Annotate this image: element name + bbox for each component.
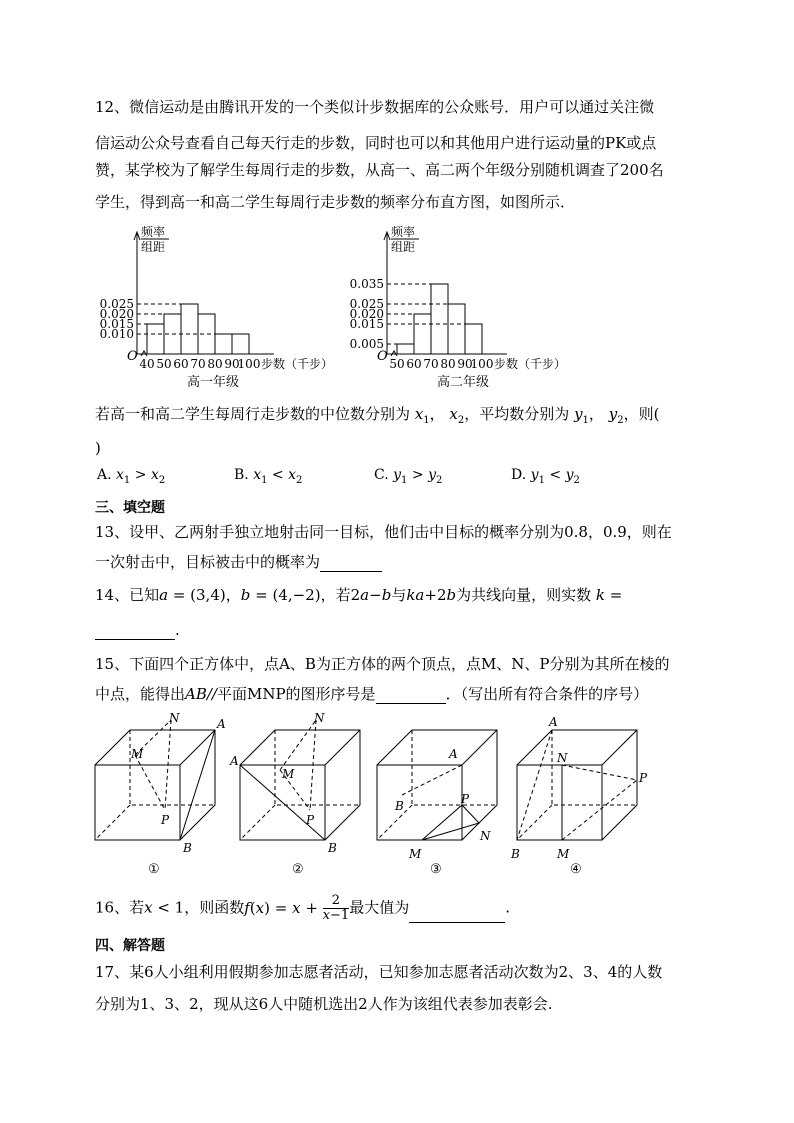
- cube-caption-1: ①: [148, 862, 160, 877]
- h2-bar: [397, 344, 414, 354]
- cube-2: [229, 711, 360, 855]
- q13-text: 一次射击中，目标被击中的概率为: [95, 553, 321, 571]
- h2-bar: [448, 304, 465, 354]
- q16-line: [95, 894, 510, 923]
- h2-xtick: 80: [440, 357, 456, 371]
- q14-text-d: 为共线向量，则实数: [456, 586, 592, 604]
- q14-text-c: 与: [391, 586, 407, 604]
- h1-xtick: 80: [207, 357, 223, 371]
- h2-title: 高二年级: [437, 375, 490, 390]
- h2-xlabel: 步数（千步）: [494, 357, 567, 371]
- q16-text-a: 16、若: [95, 898, 145, 917]
- q16-text-d: .: [505, 898, 510, 917]
- option-c-expr: $y_1 > y_2$: [393, 467, 443, 486]
- h1-bar: [147, 324, 164, 354]
- svg-text:B: B: [328, 841, 337, 855]
- q12-ask-a: 若高一和高二学生每周行走步数的中位数分别为: [95, 405, 411, 423]
- var-x1: $x_1$: [414, 405, 430, 426]
- svg-text:M: M: [409, 847, 422, 861]
- h2-ytick: 0.025: [349, 297, 384, 311]
- h1-ylabel-bottom: 组距: [141, 240, 166, 254]
- q14-answer-line: [95, 620, 180, 640]
- h1-title: 高一年级: [187, 375, 240, 390]
- option-b-expr: $x_1 < x_2$: [253, 467, 303, 486]
- option-d[interactable]: [511, 467, 580, 486]
- option-a-expr: $x_1 > x_2$: [116, 467, 166, 486]
- svg-text:A: A: [230, 754, 239, 768]
- var-y2: $y_2$: [608, 405, 624, 426]
- option-a-label: A.: [97, 467, 112, 483]
- svg-text:B: B: [183, 841, 192, 855]
- q17-line-1: 17、某6人小组利用假期参加志愿者活动，已知参加志愿者活动次数为2、3、4的人数: [95, 963, 663, 981]
- h2-origin: O: [377, 349, 388, 364]
- var-k: k: [595, 586, 605, 604]
- cube-3: [377, 730, 497, 861]
- svg-text:B: B: [511, 847, 520, 861]
- q12-line-2: 信运动公众号查看自己每天行走的步数，同时也可以和其他用户进行运动量的PK或点: [95, 134, 657, 152]
- q17-line-2: 分别为1、3、2，现从这6人中随机选出2人作为该组代表参加表彰会.: [95, 995, 553, 1013]
- q16-answer-blank[interactable]: [409, 906, 505, 923]
- section-4-heading: 四、解答题: [95, 938, 165, 954]
- option-b-label: B.: [234, 467, 249, 483]
- svg-text:B: B: [395, 799, 404, 813]
- h1-xtick: 60: [173, 357, 189, 371]
- cube-1: [95, 711, 226, 855]
- svg-text:M: M: [131, 747, 144, 761]
- h1-bar: [232, 334, 249, 354]
- q15-text-c: 平面MNP的图形序号是: [216, 685, 376, 703]
- h1-ytick: 0.020: [99, 307, 134, 321]
- svg-text:A: A: [217, 717, 226, 731]
- h1-ytick: 0.010: [99, 327, 134, 341]
- h2-xtick: 70: [423, 357, 439, 371]
- svg-text:N: N: [480, 829, 491, 843]
- h2-xtick: 100: [470, 357, 494, 371]
- svg-text:N: N: [169, 711, 180, 725]
- expr-ka-plus-2b: ka+2b: [406, 586, 457, 604]
- h1-ytick: 0.015: [99, 317, 134, 331]
- q15-text-d: ．（写出所有符合条件的序号）: [445, 685, 649, 703]
- svg-text:P: P: [161, 813, 170, 827]
- svg-text:P: P: [639, 771, 648, 785]
- option-d-label: D.: [511, 467, 527, 483]
- cube-4: [510, 715, 648, 861]
- option-b[interactable]: [234, 467, 302, 486]
- h2-xtick: 60: [406, 357, 422, 371]
- h2-ylabel-top: 频率: [391, 225, 416, 239]
- h2-xtick: 90: [457, 357, 473, 371]
- h1-xtick: 100: [237, 357, 261, 371]
- svg-text:A: A: [549, 715, 558, 729]
- vector-a: a: [159, 586, 169, 604]
- q14-answer-blank[interactable]: [95, 623, 175, 640]
- h1-ytick: 0.025: [99, 297, 134, 311]
- q12-line-1: 12、微信运动是由腾讯开发的一个类似计步数据库的公众账号．用户可以通过关注微: [95, 98, 655, 116]
- q12-question: 若高一和高二学生每周行走步数的中位数分别为 $x_1$， $x_2$，平均数分别为 $y_1$， $y_2$，则(: [95, 405, 660, 426]
- q13-answer-blank[interactable]: [320, 555, 382, 572]
- h1-ylabel-top: 频率: [141, 225, 166, 239]
- h2-ytick: 0.020: [349, 307, 384, 321]
- var-x2: $x_2$: [449, 405, 465, 426]
- q15-line-1: 15、下面四个正方体中，点A、B为正方体的两个顶点，点M、N、P分别为其所在棱的: [95, 655, 670, 673]
- h1-bar: [215, 334, 232, 354]
- q16-cond: x < 1: [144, 898, 185, 917]
- option-a[interactable]: [97, 467, 165, 486]
- cube-figures: [80, 710, 660, 880]
- var-y1: $y_1$: [574, 405, 589, 426]
- q12-ask-b: ，平均数分别为: [464, 405, 570, 423]
- vector-b: b: [240, 586, 251, 604]
- svg-text:P: P: [306, 813, 315, 827]
- q15-ab: AB//: [185, 685, 217, 703]
- h2-ytick: 0.005: [349, 337, 384, 351]
- svg-text:A: A: [449, 747, 458, 761]
- q12-ask-close: ): [95, 439, 101, 457]
- svg-text:N: N: [314, 711, 325, 725]
- option-c[interactable]: [374, 467, 442, 486]
- h2-ytick: 0.015: [349, 317, 384, 331]
- q16-text-c: 最大值为: [349, 898, 410, 917]
- h2-xtick: 50: [389, 357, 405, 371]
- h2-bar: [414, 314, 431, 354]
- h2-ytick: 0.035: [349, 277, 384, 291]
- histogram-grade-11: [345, 222, 605, 392]
- h2-ylabel-bottom: 组距: [391, 240, 416, 254]
- cube-caption-4: ④: [570, 862, 582, 877]
- q13-line-2: [95, 552, 382, 572]
- cube-caption-3: ③: [430, 862, 442, 877]
- q14-line: 14、已知a = (3,4)，b = (4,−2)，若2a−b与ka+2b为共线向量，则实数 k =: [95, 586, 623, 604]
- svg-text:P: P: [461, 792, 470, 806]
- q12-ask-c: ，则(: [623, 405, 660, 423]
- q12-line-4: 学生，得到高一和高二学生每周行走步数的频率分布直方图，如图所示．: [95, 193, 576, 211]
- svg-text:M: M: [557, 847, 570, 861]
- q14-vec-b: = (4,−2): [255, 586, 321, 604]
- h2-bar: [465, 324, 482, 354]
- q16-func: f(x) = x + $\frac{2}{x-1}$: [244, 893, 350, 923]
- h1-xlabel: 步数（千步）: [261, 357, 334, 371]
- h2-bar: [431, 284, 448, 354]
- q12-line-3: 赞，某学校为了解学生每周行走的步数，从高一、高二两个年级分别随机调查了200名: [95, 161, 664, 179]
- histogram-grade-10: [95, 222, 355, 392]
- h1-xtick: 40: [139, 357, 155, 371]
- q15-line-2: [95, 684, 648, 704]
- expr-2a-minus-b: 2a−b: [350, 586, 392, 604]
- q14-vec-a: = (3,4): [172, 586, 226, 604]
- h1-origin: O: [127, 349, 138, 364]
- section-3-heading: 三、填空题: [95, 500, 165, 516]
- option-c-label: C.: [374, 467, 389, 483]
- q16-text-b: ，则函数: [184, 898, 245, 917]
- q14-text-a: 14、已知: [95, 586, 160, 604]
- q14-text-b: ，若: [320, 586, 351, 604]
- q14-tail: .: [175, 621, 180, 639]
- q13-line-1: 13、设甲、乙两射手独立地射击同一目标，他们击中目标的概率分别为0.8，0.9，则在: [95, 523, 672, 541]
- svg-text:N: N: [557, 751, 568, 765]
- q15-text-a: 中点，能得出: [95, 685, 186, 703]
- h1-xtick: 70: [190, 357, 206, 371]
- h1-bar: [181, 304, 198, 354]
- h1-xtick: 50: [156, 357, 172, 371]
- q15-answer-blank[interactable]: [376, 687, 446, 704]
- h1-xtick: 90: [224, 357, 240, 371]
- cube-caption-2: ②: [292, 862, 304, 877]
- svg-text:M: M: [282, 767, 295, 781]
- option-d-expr: $y_1 < y_2$: [530, 467, 580, 486]
